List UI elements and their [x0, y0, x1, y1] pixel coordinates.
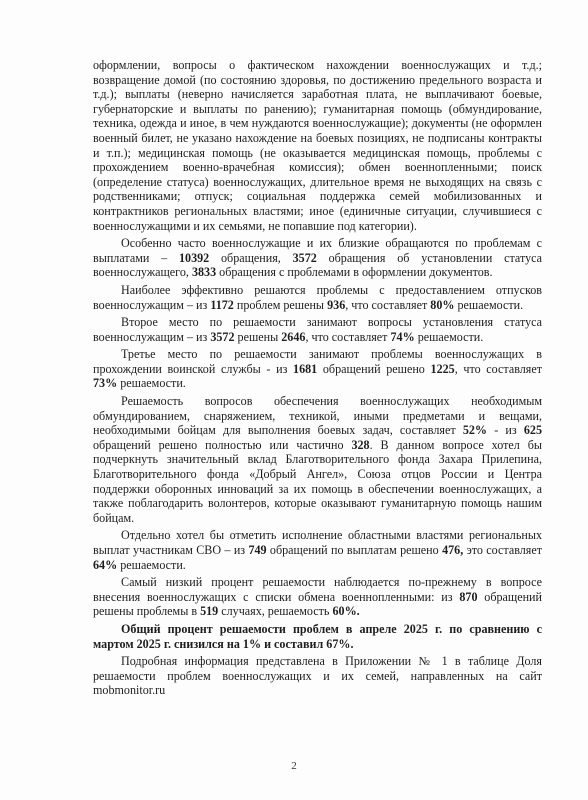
- text-run: , что составляет: [345, 297, 431, 312]
- text-run: обращений решено: [317, 361, 431, 376]
- document-body: [93, 58, 542, 701]
- text-run: решаемости.: [117, 557, 186, 572]
- text-run: , что составляет: [305, 329, 391, 344]
- bold-figure: 64%: [93, 557, 118, 572]
- bold-figure: 936: [327, 297, 346, 312]
- text-run: Решаемость вопросов обеспечения военнослужащих необходимым обмундированием, снаряжением, техникой, иными предметами и вещами, необходимыми бойцам для выполнения боевых задач, составляет: [93, 394, 542, 438]
- paragraph-8: [93, 575, 542, 619]
- bold-figure: 52%: [462, 423, 487, 438]
- bold-figure: 2646: [281, 329, 306, 344]
- text-run: Особенно часто военнослужащие и их близкие обращаются по проблемам с выплатами –: [93, 236, 542, 265]
- bold-figure: 519: [200, 604, 219, 619]
- text-run: обращения с проблемами в оформлении документов.: [216, 265, 493, 280]
- page-number: 2: [291, 760, 297, 772]
- bold-figure: 3572: [292, 250, 317, 265]
- bold-figure: 1681: [293, 361, 318, 376]
- text-run: оформлении, вопросы о фактическом нахождении военнослужащих и т.д.; возвращение домой (по состоянию здоровья, по достижению предельного возраста и т.д.); выплаты (неверно начисляется заработная плата, не выплачивают боевые, губернаторские и выплаты по ранению); гуманитарная помощь (обмундирование, техника, одежда и иное, в чем нуждаются военнослужащие); документы (не оформлен военный билет, не указано нахождение на боевых позициях, не подписаны контракты и т.п.); медицинская помощь (не оказывается медицинская помощь, проблемы с прохождением военно-врачебная комиссия); обмен военнопленными; поиск (определение статуса) военнослужащих, длительное время не выходящих на связь с родственниками; отпуск; социальная поддержка семей мобилизованных и контрактников региональных властями; иное (единичные ситуации, случившиеся с военнослужащими и их семьями, не попавшие под категории).: [93, 58, 542, 233]
- bold-figure: Общий процент решаемости проблем в апреле 2025 г. по сравнению с мартом 2025 г. снизился на 1% и составил 67%.: [93, 621, 542, 651]
- text-run: обращений по выплатам решено: [266, 543, 443, 557]
- bold-figure: 328: [351, 437, 370, 452]
- text-run: Наиболее эффективно решаются проблемы с предоставлением отпусков военнослужащим – из: [93, 282, 542, 312]
- text-run: Отдельно хотел бы отметить исполнение областными властями региональных выплат участникам СВО – из: [93, 528, 542, 557]
- bold-figure: 10392: [178, 250, 210, 265]
- paragraph-3: [93, 283, 542, 312]
- text-run: решаемости.: [117, 376, 186, 391]
- paragraph-6: [93, 394, 542, 525]
- text-run: случаях, решаемость: [218, 604, 333, 619]
- text-run: Второе место по решаемости занимают вопросы установления статуса военнослужащим – из: [93, 315, 542, 344]
- bold-figure: 73%: [93, 376, 118, 391]
- text-run: Третье место по решаемости занимают проблемы военнослужащих в прохождении воинской службы - из: [93, 347, 542, 376]
- text-run: Подробная информация представлена в Приложении № 1 в таблице Доля решаемости проблем военнослужащих и их семей, направленных на сайт mobmonitor.ru: [93, 654, 542, 698]
- text-run: обращений решены проблемы в: [93, 589, 542, 619]
- paragraph-5: [93, 347, 542, 391]
- text-run: проблем решены: [233, 297, 328, 312]
- bold-figure: 1172: [210, 297, 234, 312]
- bold-figure: 476,: [442, 543, 464, 557]
- text-run: Самый низкий процент решаемости наблюдается по-прежнему в вопросе внесения военнослужащих с списки обмена военнопленными: из: [93, 575, 542, 604]
- text-run: обращения,: [209, 250, 293, 265]
- paragraph-1: [93, 58, 542, 233]
- text-run: обращения об установлении статуса военнослужащего,: [93, 250, 543, 280]
- bold-figure: 60%.: [332, 604, 360, 619]
- paragraph-4: [93, 315, 542, 344]
- bold-figure: 80%: [430, 297, 455, 312]
- bold-figure: 749: [248, 543, 267, 557]
- text-run: , что составляет: [454, 361, 542, 376]
- paragraph-10: [93, 654, 542, 698]
- paragraph-9: [93, 622, 542, 651]
- bold-figure: 3572: [210, 329, 235, 344]
- text-run: обращений решено полностью или частично: [93, 437, 352, 452]
- bold-figure: 3833: [191, 265, 217, 280]
- text-run: - из: [487, 423, 524, 438]
- bold-figure: 625: [523, 423, 542, 438]
- bold-figure: 1225: [430, 361, 455, 376]
- bold-figure: 870: [459, 589, 478, 604]
- text-run: это составляет: [463, 543, 542, 557]
- paragraph-7: [93, 528, 542, 572]
- text-run: решаемости.: [414, 329, 484, 344]
- text-run: решаемости.: [454, 297, 524, 312]
- paragraph-2: [93, 236, 542, 280]
- bold-figure: 74%: [390, 329, 415, 344]
- text-run: . В данном вопросе хотел бы подчеркнуть значительный вклад Благотворительного фонда Захара Прилепина, Благотворительного фонда «Добрый Ангел», Союза отцов России и Центра поддержки оборонных инноваций за их помощь в обеспечении военнослужащих, а также поблагодарить волонтеров, которые оказывают гуманитарную помощь нашим бойцам.: [93, 437, 542, 525]
- text-run: решены: [234, 329, 282, 344]
